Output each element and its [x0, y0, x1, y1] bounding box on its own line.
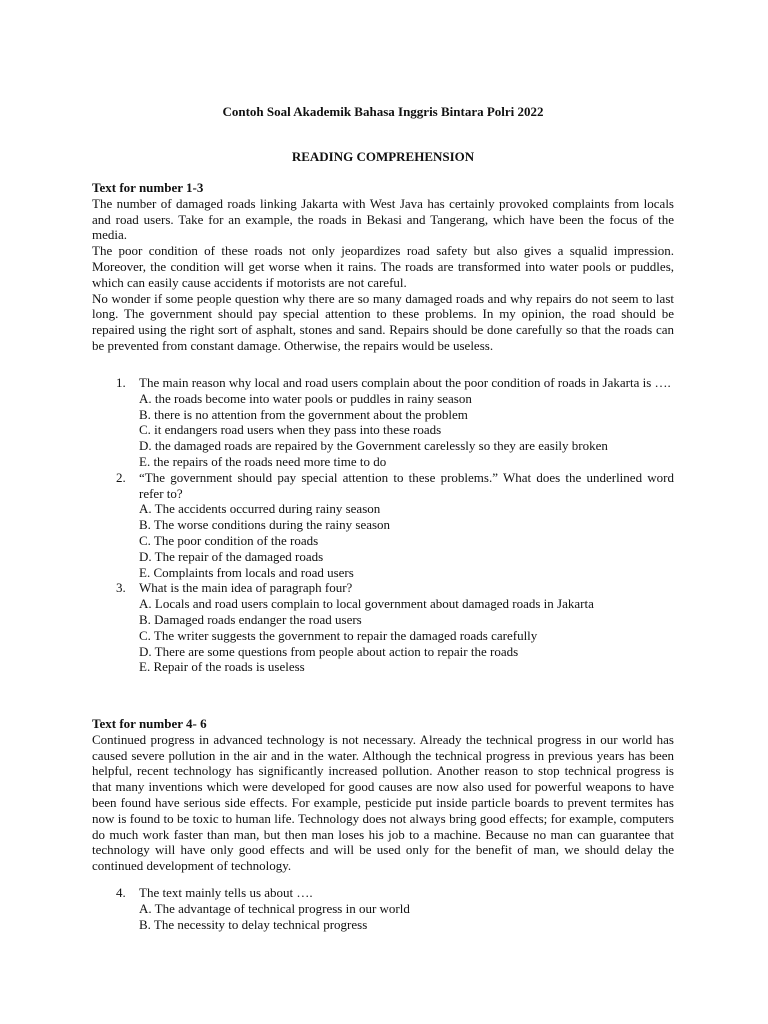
question-text: The main reason why local and road users complain about the poor condition of roads in Jakarta is …. [139, 375, 671, 390]
text-heading: Text for number 4- 6 [92, 716, 207, 731]
answer-option: C. it endangers road users when they pass into these roads [139, 422, 442, 438]
question-text: “The government should pay special attention to these problems.” What does the underlined word refer to? [139, 469, 674, 501]
question-list-2 [92, 885, 674, 932]
text-heading: Text for number 1-3 [92, 180, 204, 195]
answer-option: B. Damaged roads endanger the road users [139, 611, 362, 627]
question-number: 3. [116, 580, 126, 596]
answer-option: E. Complaints from locals and road users [139, 564, 354, 580]
answer-option: C. The writer suggests the government to repair the damaged roads carefully [139, 627, 538, 643]
answer-option: B. there is no attention from the government about the problem [139, 406, 468, 422]
question-number: 1. [116, 375, 126, 390]
answer-option: B. The necessity to delay technical progress [139, 916, 368, 932]
question-text: The text mainly tells us about …. [139, 885, 313, 900]
answer-option: C. The poor condition of the roads [139, 532, 319, 548]
answer-option: E. Repair of the roads is useless [139, 659, 305, 675]
answer-option: A. Locals and road users complain to local government about damaged roads in Jakarta [139, 596, 594, 612]
answer-option: B. The worse conditions during the rainy season [139, 517, 391, 533]
answer-option: A. The advantage of technical progress in our world [139, 900, 410, 916]
answer-option: D. the damaged roads are repaired by the Government carelessly so they are easily broken [139, 438, 608, 454]
section-heading: READING COMPREHENSION [291, 149, 475, 164]
question-number: 2. [116, 469, 126, 485]
document-title: Contoh Soal Akademik Bahasa Inggris Bintara Polri 2022 [222, 104, 544, 119]
answer-option: E. the repairs of the roads need more time to do [139, 453, 387, 469]
question-item [92, 885, 674, 932]
answer-option: A. The accidents occurred during rainy season [139, 501, 381, 517]
question-list-1 [92, 375, 674, 675]
question-text: What is the main idea of paragraph four? [139, 580, 353, 596]
question-item [92, 375, 674, 470]
paragraph: Continued progress in advanced technology is not necessary. Already the technical progress in our world has caused severe pollution in the air and in the water. Although the technical progress in previous years has been helpful, recent technology has significantly increased pollution. Another reason to stop technical progress is that many inventions which were developed for good causes are now also used for powerful weapons to have been found have serious side effects. For example, pesticide put inside particle boards to prevent termites has now is found to be toxic to human life. Technology does not always bring good effects; for example, computers do much work faster than man, but then man loses his job to a machine. Because no man can guarantee that technology will have only good effects and will be used only for the benefit of man, we should delay the continued development of technology. [92, 731, 674, 874]
answer-option: D. The repair of the damaged roads [139, 548, 324, 564]
paragraph: The poor condition of these roads not only jeopardizes road safety but also gives a squalid impression. Moreover, the condition will get worse when it rains. The roads are transformed into water pools or puddles, which can easily cause accidents if motorists are not careful. [92, 243, 674, 290]
reading-text-1 [92, 180, 674, 354]
paragraph: The number of damaged roads linking Jakarta with West Java has certainly provoked complaints from locals and road users. Take for an example, the roads in Bekasi and Tangerang, which have been the focus of the media. [92, 195, 674, 243]
reading-text-2 [92, 716, 674, 874]
answer-option: D. There are some questions from people about action to repair the roads [139, 643, 519, 659]
question-item [92, 580, 674, 675]
question-item [92, 470, 674, 581]
paragraph: No wonder if some people question why there are so many damaged roads and why repairs do not seem to last long. The government should pay special attention to these problems. In my opinion, the road should be repaired using the right sort of asphalt, stones and sand. Repairs should be done carefully so that the roads can be prevented from constant damage. Otherwise, the repairs would be useless. [92, 290, 674, 353]
question-number: 4. [116, 885, 126, 900]
answer-option: A. the roads become into water pools or puddles in rainy season [139, 390, 472, 406]
